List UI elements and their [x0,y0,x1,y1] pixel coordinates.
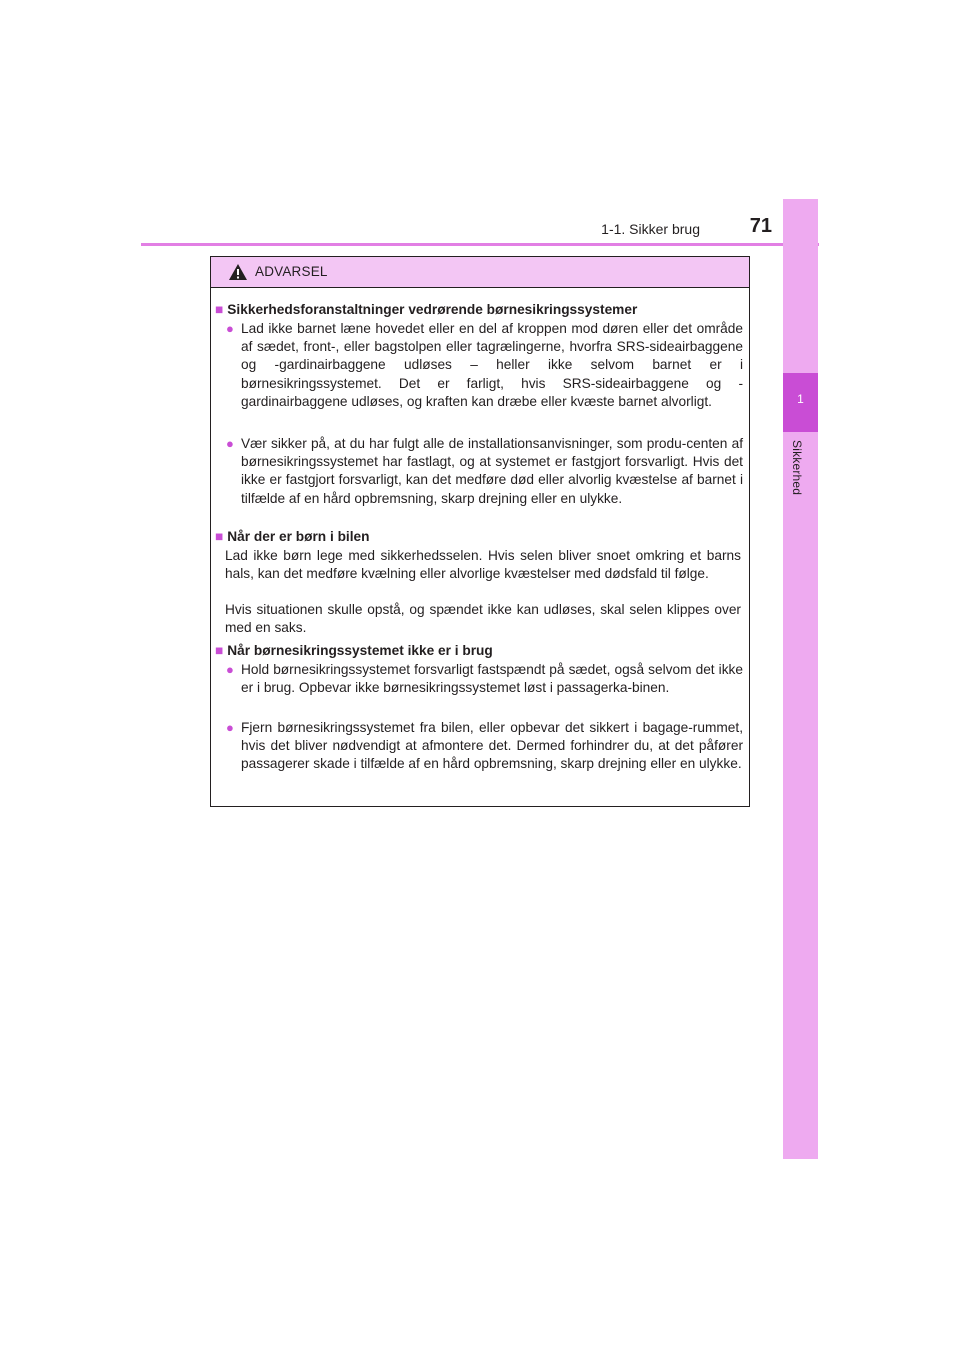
warning-title: ADVARSEL [255,264,328,279]
circle-bullet-icon: ● [226,321,234,336]
paragraph-text: Hvis situationen skulle opstå, og spændet ikke kan udløses, skal selen klippes over med en saks. [225,602,741,636]
page-number: 71 [749,215,772,237]
bullet-text: Vær sikker på, at du har fulgt alle de installationsanvisninger, som produ-centen af børnesikringssystemet har fastlagt, og at systemet er fastgjort forsvarligt. Hvis det ikke er fastgjort forsvarligt, kan det medføre død eller alvorlig kvæstelse af barnet i tilfælde af en hård opbremsning, skarp drejning eller en ulykke. [241,436,743,506]
warning-triangle-icon [228,263,248,281]
circle-bullet-icon: ● [226,662,234,677]
chapter-side-tab [783,199,818,1159]
chapter-number: 1 [797,392,804,406]
section-title: 1-1. Sikker brug [601,221,700,237]
warning-header [211,257,749,288]
section-heading: ■ Sikkerhedsforanstaltninger vedrørende børnesikringssystemer [215,302,638,317]
circle-bullet-icon: ● [226,436,234,451]
square-bullet-icon: ■ [215,529,224,544]
bullet-text: Lad ikke barnet læne hovedet eller en del af kroppen mod døren eller det område af sædet, front-, eller bagstolpen eller tagrælingerne, hvorfra SRS-sideairbaggene og -gardinairbaggene udløses – heller ikke selvom barnet er i børnesikringssystemet. Det er farligt, hvis SRS-sideairbaggene og -gardinairbaggene udløses, og kraften kan dræbe eller kvæste barnet alvorligt. [241,321,743,409]
warning-box [210,256,750,807]
bullet-text: Hold børnesikringssystemet forsvarligt fastspændt på sædet, også selvom det ikke er i brug. Opbevar ikke børnesikringssystemet løst i passagerka-binen. [241,662,743,696]
chapter-label: Sikkerhed [790,440,804,496]
section-heading: ■ Når børnesikringssystemet ikke er i brug [215,643,493,658]
circle-bullet-icon: ● [226,720,234,735]
header-rule [141,243,819,246]
square-bullet-icon: ■ [215,643,224,658]
section-heading: ■ Når der er børn i bilen [215,529,370,544]
bullet-text: Fjern børnesikringssystemet fra bilen, eller opbevar det sikkert i bagage-rummet, hvis det bliver nødvendigt at afmontere det. Dermed forhindrer du, at det påfører passagerer skade i tilfælde af en hård opbremsning, skarp drejning eller en ulykke. [241,720,743,772]
square-bullet-icon: ■ [215,302,224,317]
paragraph-text: Lad ikke børn lege med sikkerhedsselen. Hvis selen bliver snoet omkring et barns hals, kan det medføre kvælning eller alvorlige kvæstelser med dødsfald til følge. [225,548,741,582]
